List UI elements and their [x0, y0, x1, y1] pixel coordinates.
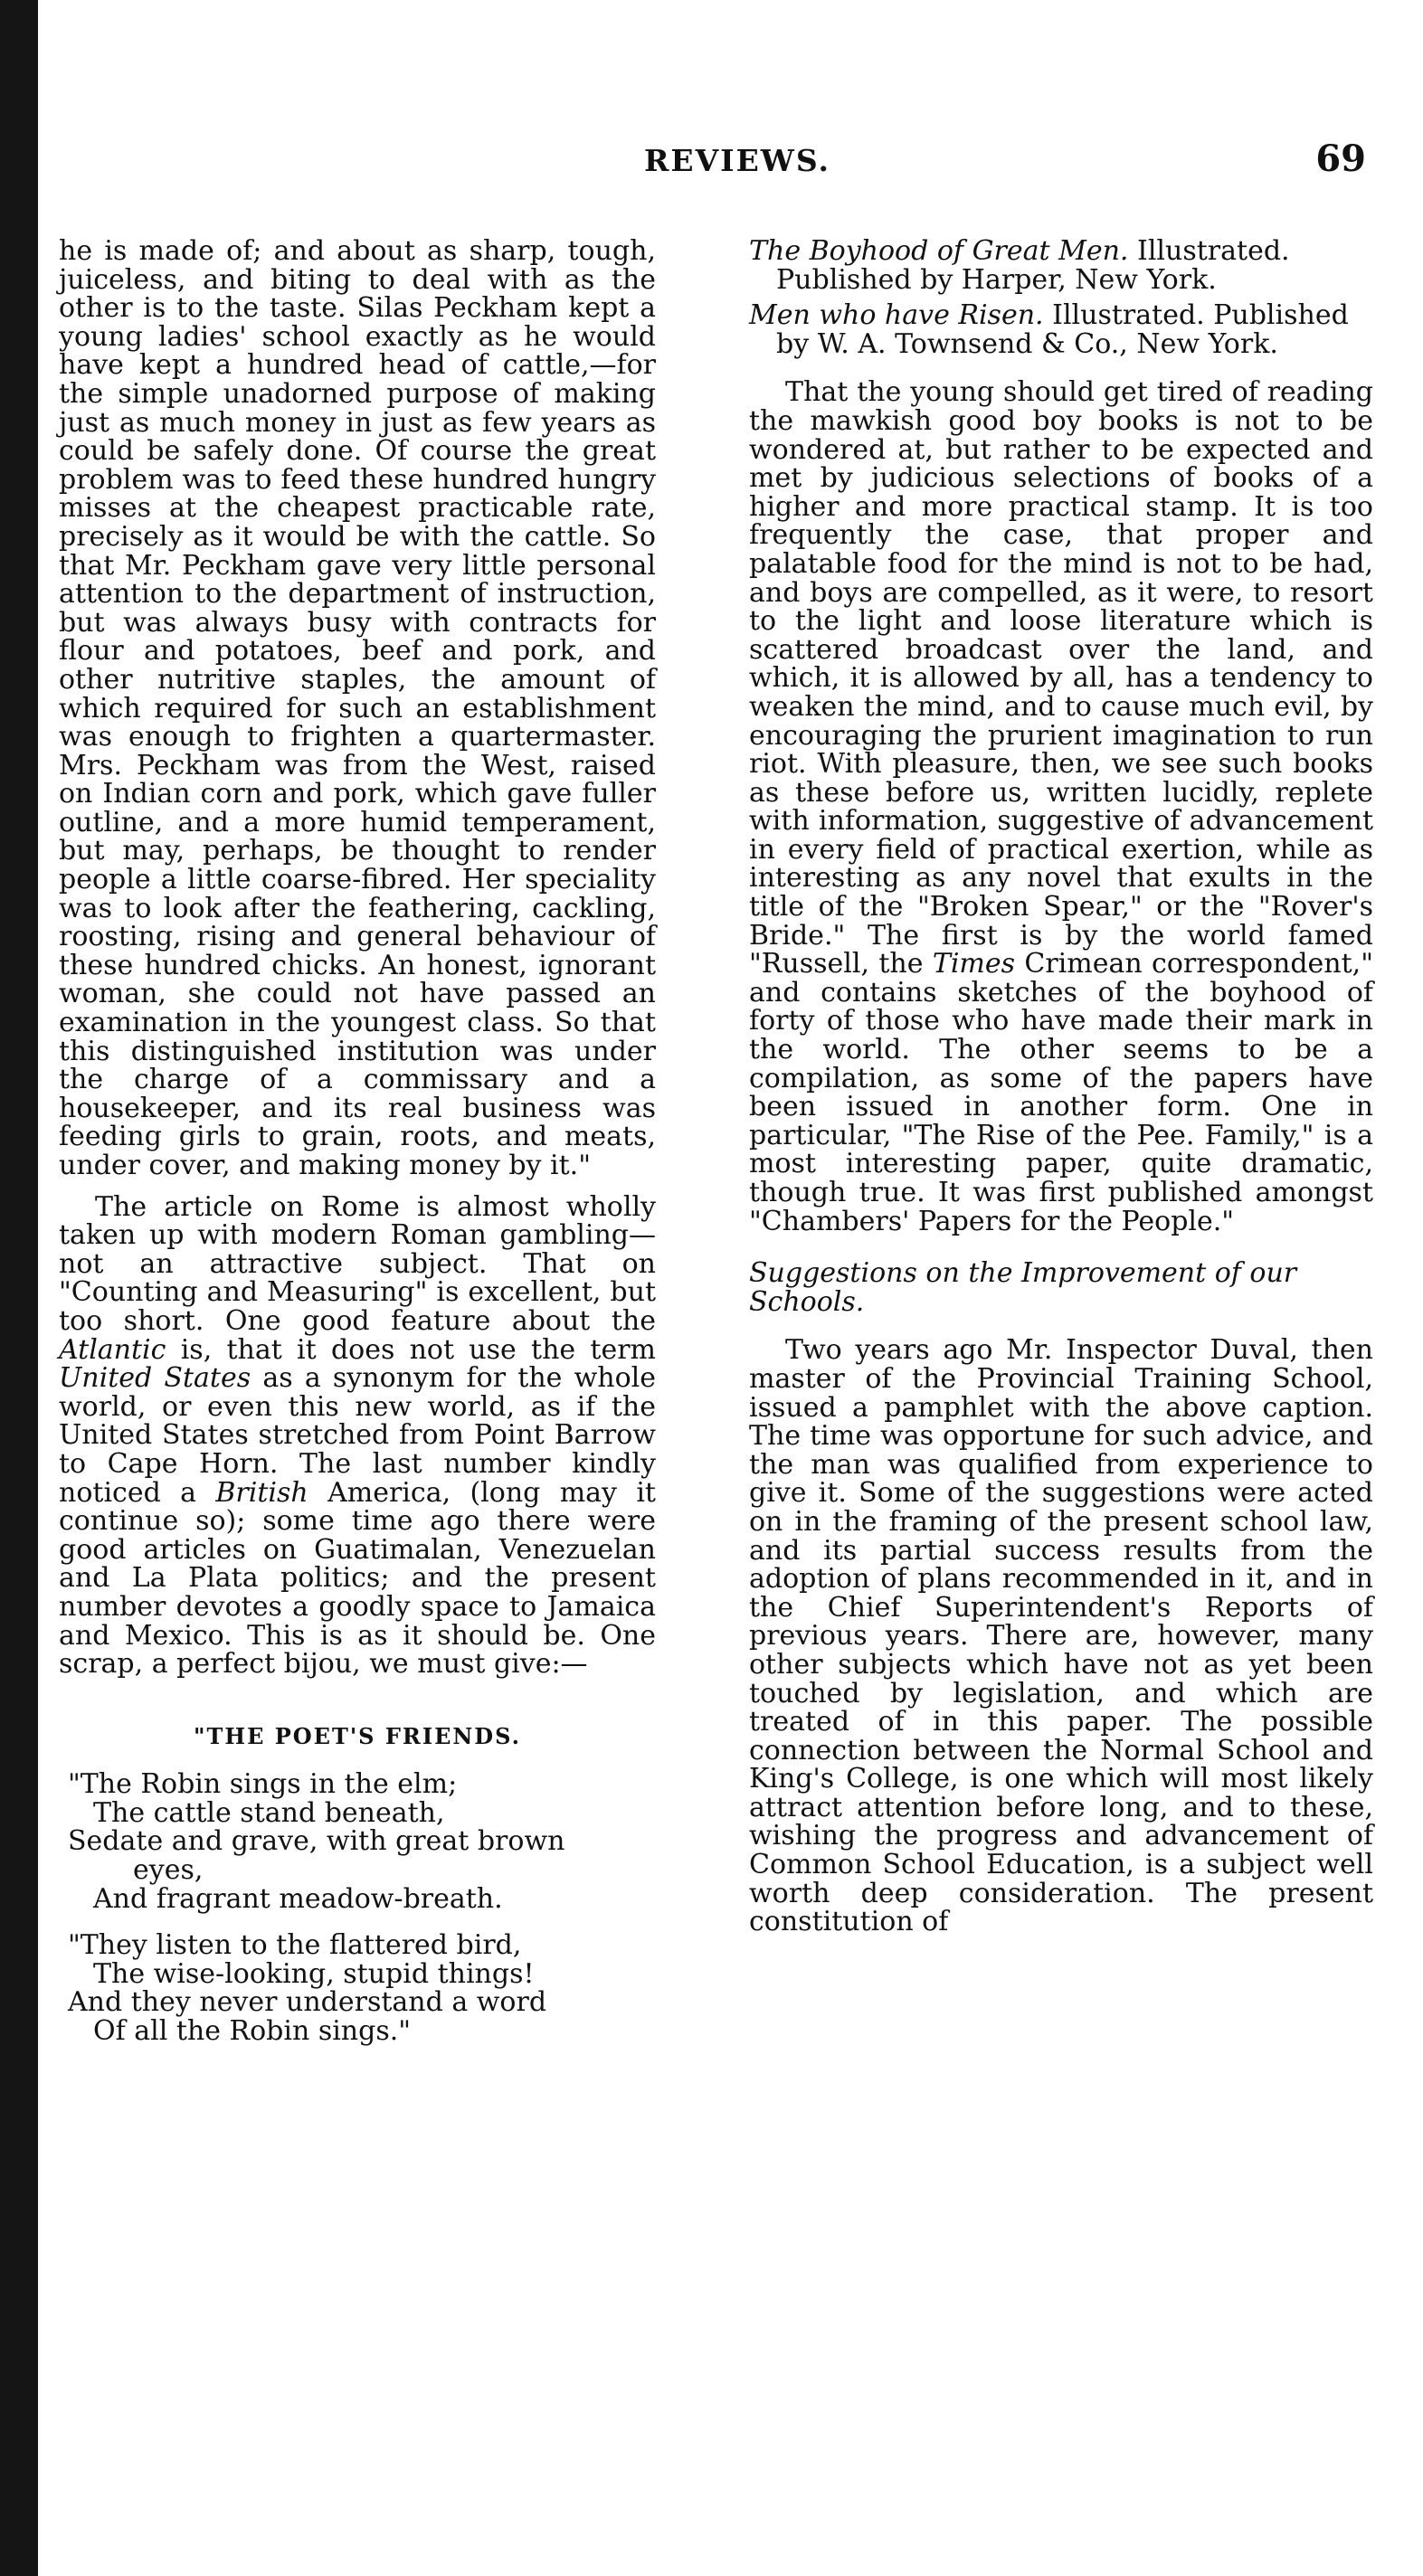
poem-line: And they never understand a word	[68, 1986, 547, 2019]
text-span: That the young should get tired of reading the mawkish good boy books is not to be wondered at, but rather to be expected and met by judicious selections of books of a higher and more practical stamp. It is too frequently the case, that proper and palatable food for the mind is not to be had, and boys are compelled, as it were, to resort to the light and loose literature which is scattered broadcast over the land, and which, it is allowed by all, has a tendency to weaken the mind, and to cause much evil, by encouraging the prurient imagination to run riot. With pleasure, then, we see such books as these before us, written lucidly, replete with information, suggestive of advancement in every field of practical exertion, while as interesting as any novel that exults in the title of the "Broken Spear," or the "Rover's Bride." The first is by the world famed "Russell, the	[749, 376, 1373, 980]
page-number: 69	[1315, 137, 1366, 180]
italic-atlantic: Atlantic	[59, 1333, 166, 1366]
text-span: Crimean correspondent," and contains sketches of the boyhood of forty of those who have made their mark in the world. The other seems to be a compilation, as some of the papers have been issued in another form. One in particular, "The Rise of the Pee. Family," is a most interesting paper, quite dramatic, though true. It was first published amongst "Chambers' Papers for the People."	[749, 948, 1373, 1237]
poem-line: "They listen to the flattered bird,	[68, 1929, 522, 1962]
page-header	[81, 134, 1393, 188]
paragraph-duval: Two years ago Mr. Inspector Duval, then master of the Provincial Training School, issued a pamphlet with the above caption. The time was opportune for such advice, and the man was qualified from experience to give it. Some of the suggestions were acted on in the framing of the present school law, and its partial success results from the adoption of plans recommended in it, and in the Chief Superintendent's Reports of previous years. There are, however, many other subjects which have not as yet been touched by legislation, and which are treated of in this paper. The possible connection between the Normal School and King's College, is one which will most likely attract attention before long, and to these, wishing the progress and advancement of Common School Education, is a subject well worth deep consideration. The present constitution of	[749, 1334, 1373, 1938]
poem-line: The cattle stand beneath,	[93, 1796, 445, 1829]
poem-line: eyes,	[133, 1854, 204, 1887]
running-title: REVIEWS.	[644, 143, 830, 178]
left-column	[59, 237, 656, 2064]
page-binding-edge	[0, 0, 38, 2576]
poem-stanza-1	[59, 1770, 656, 1913]
book-details: Illustrated. Published by W. A. Townsend & Co., New York.	[776, 299, 1349, 360]
paragraph-peckham: he is made of; and about as sharp, tough, juiceless, and biting to deal with as the other is to the taste. Silas Peckham kept a young ladies' school exactly as he would have kept a hundred head of cattle,—for the simple unadorned purpose of making just as much money in just as few years as could be safely done. Of course the great problem was to feed these hundred hungry misses at the cheapest practicable rate, precisely as it would be with the cattle. So that Mr. Peckham gave very little personal attention to the department of instruction, but was always busy with contracts for flour and potatoes, beef and pork, and other nutritive staples, the amount of which required for such an establishment was enough to frighten a quartermaster. Mrs. Peckham was from the West, raised on Indian corn and pork, which gave fuller outline, and a more humid temperament, but may, perhaps, be thought to render people a little coarse-fibred. Her speciality was to look after the feathering, cackling, roosting, rising and general behaviour of these hundred chicks. An honest, ignorant woman, she could not have passed an examination in the youngest class. So that this distinguished institution was under the charge of a commissary and a housekeeper, and its real business was feeding girls to grain, roots, and meats, under cover, and making money by it."	[59, 235, 656, 1181]
text-span: The article on Rome is almost wholly taken up with modern Roman gambling—not an attractive subject. That on "Counting and Measuring" is excellent, but too short. One good feature about the	[59, 1190, 656, 1337]
paragraph-books-review	[749, 378, 1373, 1236]
italic-british: British	[215, 1476, 308, 1509]
poem-line: "The Robin sings in the elm;	[68, 1768, 458, 1801]
poem-line: The wise-looking, stupid things!	[93, 1957, 535, 1990]
poem-title: "THE POET'S FRIENDS.	[194, 1722, 521, 1749]
text-span: as a synonym for the whole world, or even this new world, as if the United States stretched from Point Barrow to Cape Horn. The last number kindly noticed a	[59, 1362, 657, 1509]
right-column	[749, 237, 1373, 1949]
poem-line: And fragrant meadow-breath.	[93, 1882, 503, 1915]
poem-line: Sedate and grave, with great brown	[68, 1825, 565, 1858]
text-span: is, that it does not use the term	[166, 1333, 656, 1366]
book-title-men-risen: Men who have Risen.	[749, 299, 1044, 332]
poem-line: Of all the Robin sings."	[93, 2015, 412, 2048]
book-title-boyhood: The Boyhood of Great Men.	[749, 235, 1129, 267]
text-span: America, (long may it continue so); some time ago there were good articles on Guatimalan, Venezuelan and La Plata politics; and the present number devotes a goodly space to Jamaica and Mexico. This is as it should be. One scrap, a perfect bijou, we must give:—	[59, 1476, 656, 1681]
book-entry-boyhood	[749, 237, 1373, 294]
italic-times: Times	[932, 948, 1016, 980]
italic-united-states: United States	[59, 1362, 251, 1395]
paragraph-atlantic	[59, 1190, 657, 1681]
section-title-suggestions: Suggestions on the Improvement of our Schools.	[749, 1257, 1297, 1318]
book-entry-men-risen	[749, 301, 1373, 358]
poem-stanza-2	[59, 1929, 656, 2048]
book-details: Illustrated. Published by Harper, New York.	[776, 235, 1290, 296]
